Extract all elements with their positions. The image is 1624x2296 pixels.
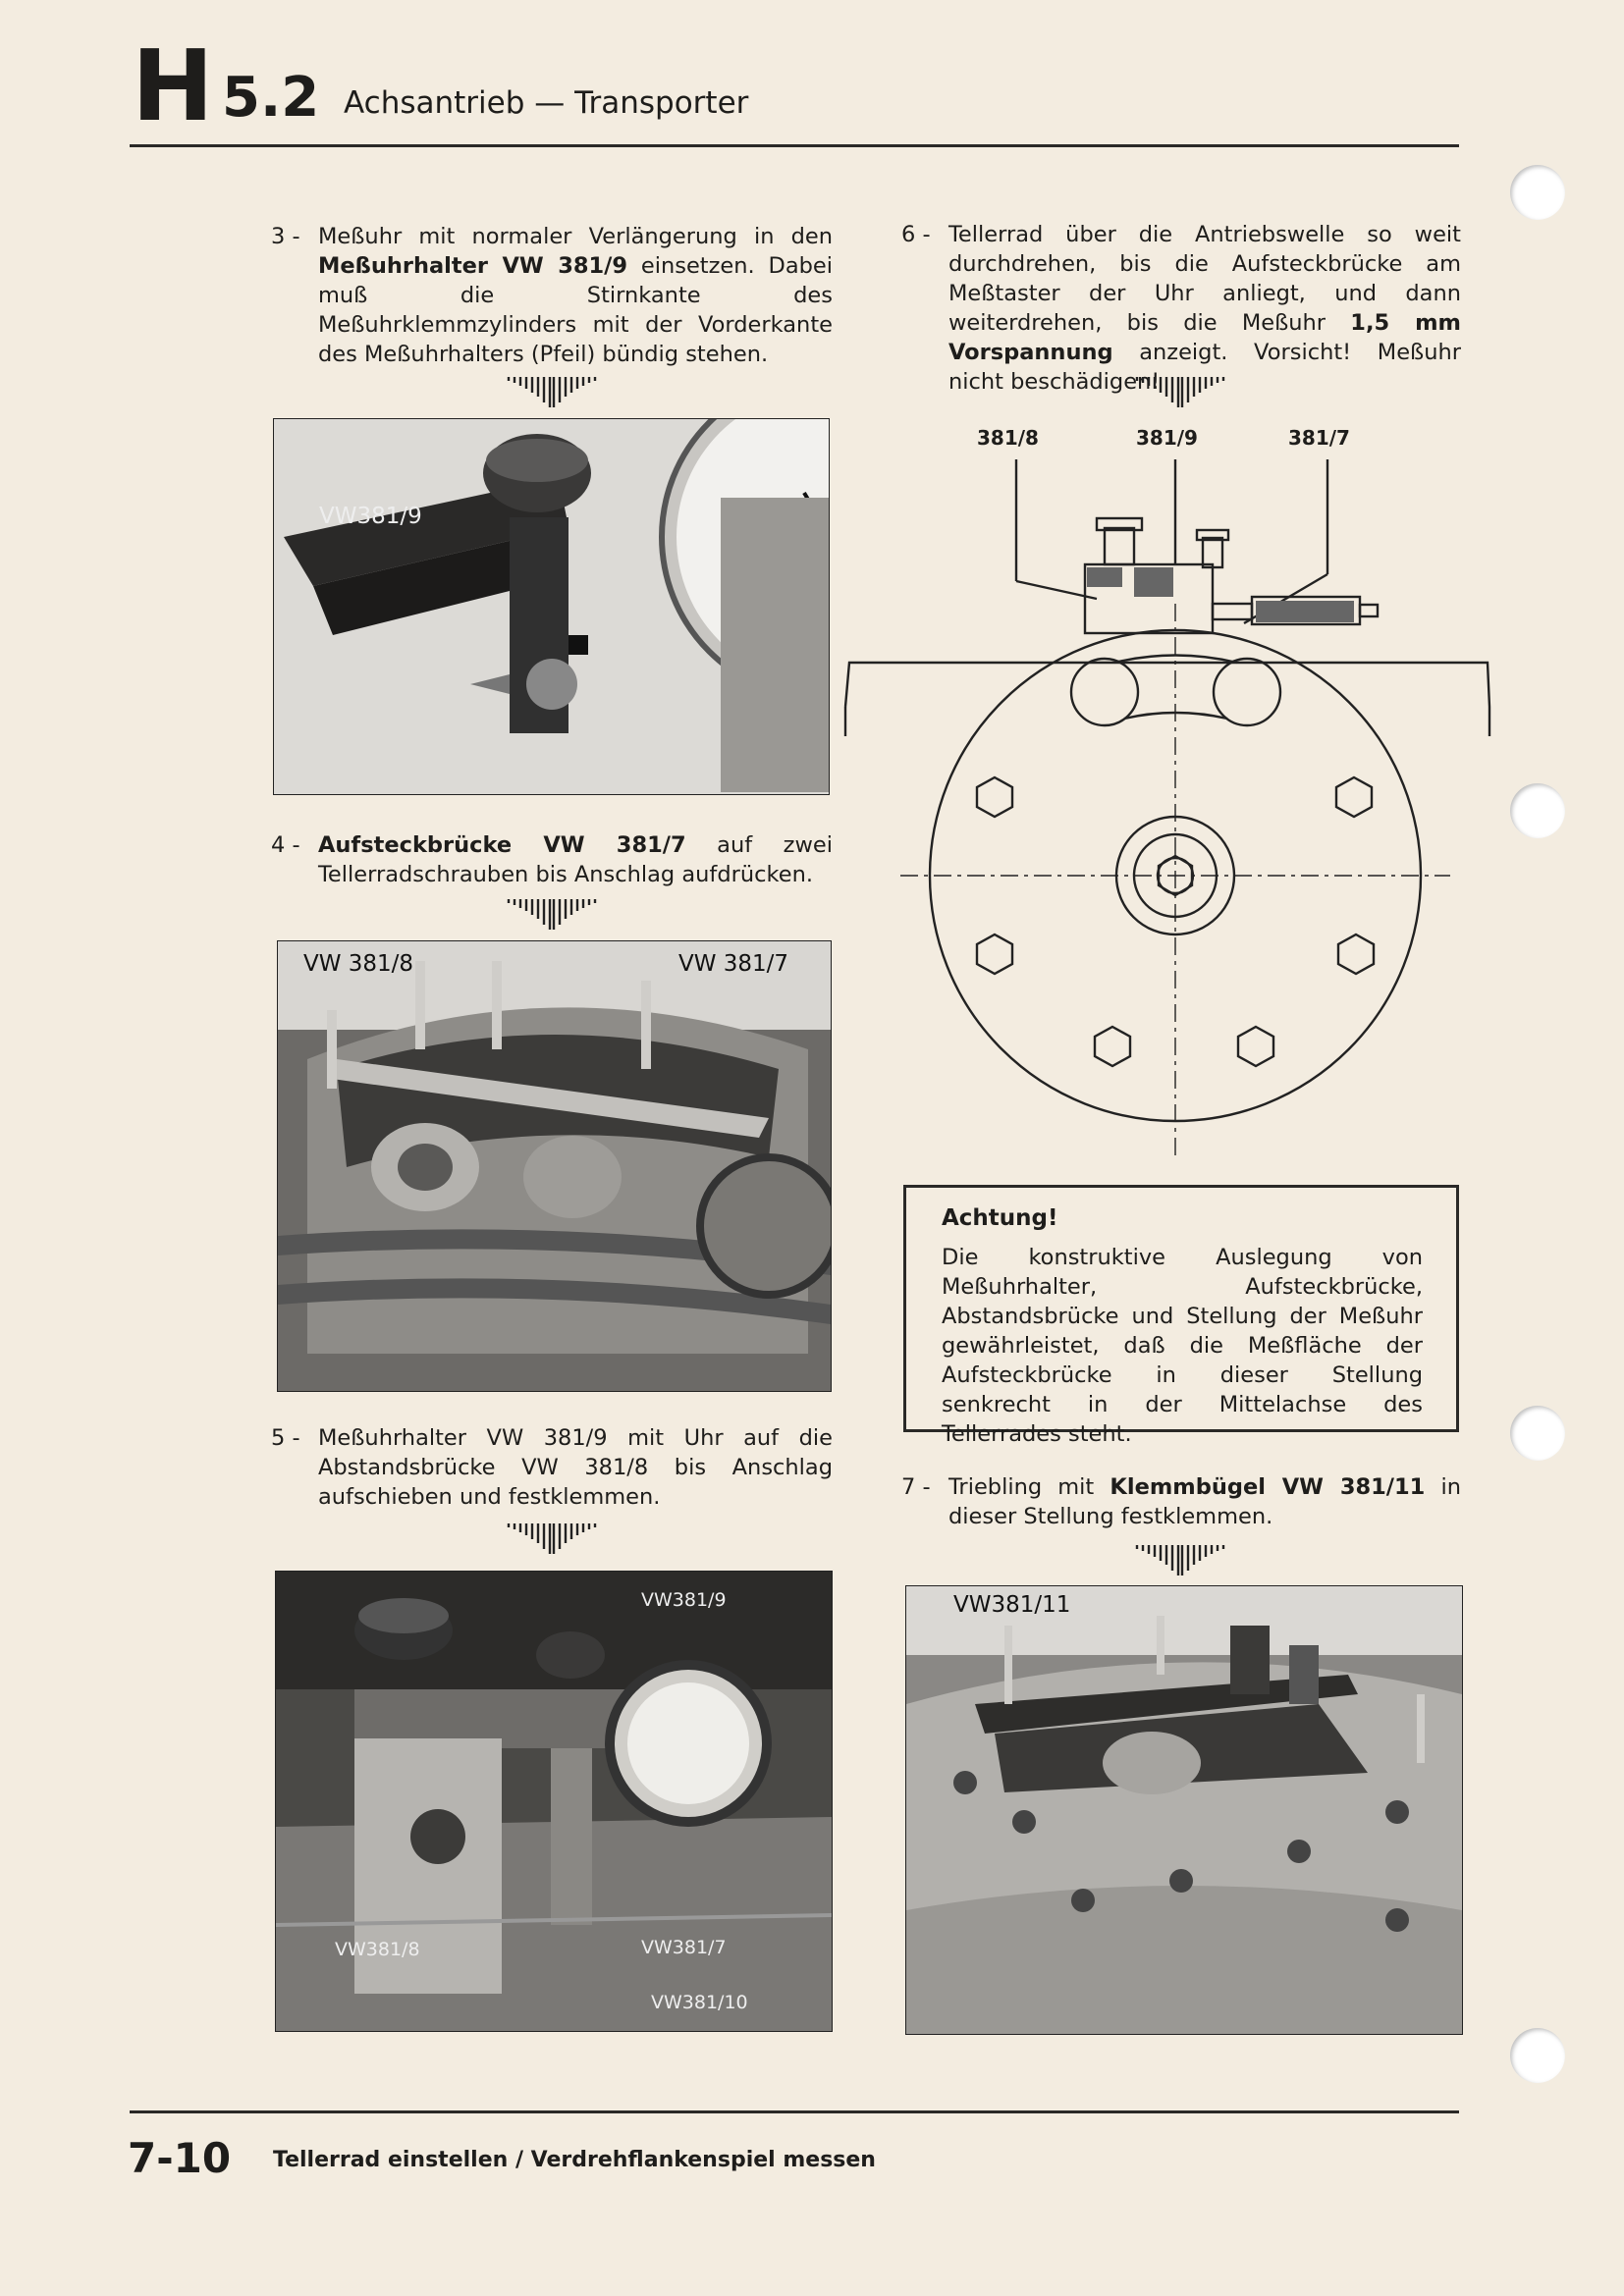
step-6-number: 6 - [901,222,931,247]
step-4-text [318,830,833,889]
step-6-text-a: Tellerrad über die Antriebswelle so weit durchdrehen, bis die Aufsteckbrücke am Meßtaster der Uhr anliegt, und dann weiterdrehen, bis die Meßuhr [948,222,1461,336]
binder-hole-4 [1510,2028,1565,2083]
step-5-arrow-icon [503,1520,601,1557]
step-7-text-b: in dieser Stellung festklemmen. [948,1474,1461,1529]
photo-4-label: VW381/11 [953,1592,1071,1618]
photo-3-label-d: VW381/10 [651,1992,748,2013]
page-title: Achsantrieb — Transporter [344,85,749,121]
warning-box [903,1185,1459,1447]
photo-3-label-b: VW381/8 [335,1939,420,1960]
step-6-arrow-icon [1131,373,1229,410]
section-number: 5.2 [222,66,320,130]
step-6 [901,220,1461,395]
step-5-text [318,1423,833,1512]
step-3-text [318,222,833,369]
step-4-text-bold: Aufsteckbrücke VW 381/7 [318,832,686,858]
step-7-arrow-icon [1131,1541,1229,1578]
photo-1-label: VW381/9 [319,504,422,529]
step-6-text-bold: 1,5 mm Vorspannung [948,310,1461,365]
binder-hole-2 [1510,783,1565,838]
photo-2-label-b: VW 381/7 [678,951,789,977]
footer-rule [130,2110,1459,2113]
photo-3-label-c: VW381/7 [641,1937,727,1958]
footer-caption: Tellerrad einstellen / Verdrehflankenspiel messen [273,2148,876,2172]
header-rule [130,144,1459,147]
step-7-text-bold: Klemmbügel VW 381/11 [1110,1474,1426,1500]
step-4-number: 4 - [271,832,300,858]
step-3-number: 3 - [271,224,300,249]
warning-title: Achtung! [942,1205,1058,1231]
page-number: 7-10 [128,2134,232,2182]
step-7-text [948,1472,1461,1531]
section-letter: H [132,28,212,143]
step-5-number: 5 - [271,1425,300,1451]
step-6-text [948,220,1461,397]
step-4-text-a: auf zwei Tellerradschrauben bis Anschlag aufdrücken. [318,832,833,887]
binder-hole-3 [1510,1406,1565,1461]
step-3-arrow-icon [503,373,601,410]
step-5-text-a: Meßuhrhalter VW 381/9 mit Uhr auf die Abstandsbrücke VW 381/8 bis Anschlag aufschieben und festklemmen. [318,1425,833,1510]
photo-3-label-a: VW381/9 [641,1589,727,1611]
photo-gauge-holder-mounted [275,1571,833,2032]
step-3-text-b: einsetzen. Dabei muß die Stirnkante des Meßuhrklemmzylinders mit der Vorderkante des Meßuhrhalters (Pfeil) bündig stehen. [318,253,833,367]
step-4 [271,830,833,891]
diagram-label-381-9: 381/9 [1136,426,1198,450]
binder-hole-1 [1510,165,1565,220]
warning-text: Die konstruktive Auslegung von Meßuhrhalter, Aufsteckbrücke, Abstandsbrücke und Stellung der Meßuhr gewährleistet, daß die Meßfläche der Aufsteckbrücke in dieser Stellung senkrecht in der Mittelachse des Tellerrades steht. [942,1245,1423,1447]
step-7-number: 7 - [901,1474,931,1500]
step-3 [271,222,833,369]
step-5 [271,1423,833,1514]
diagram-label-381-7: 381/7 [1288,426,1350,450]
photo-mounting-bridge [277,940,832,1392]
photo-2-label-a: VW 381/8 [303,951,414,977]
step-4-arrow-icon [503,895,601,933]
diagram-label-381-8: 381/8 [977,426,1039,450]
photo-clamp-bracket [905,1585,1463,2035]
step-3-text-a: Meßuhr mit normaler Verlängerung in den [318,224,833,249]
crown-wheel-diagram [839,412,1517,1168]
photo-dial-gauge-holder [273,418,830,795]
step-7-text-a: Triebling mit [948,1474,1110,1500]
step-6-text-b: anzeigt. Vorsicht! Meßuhr nicht beschädigen! [948,340,1461,395]
step-7 [901,1472,1461,1533]
step-3-text-bold: Meßuhrhalter VW 381/9 [318,253,628,279]
